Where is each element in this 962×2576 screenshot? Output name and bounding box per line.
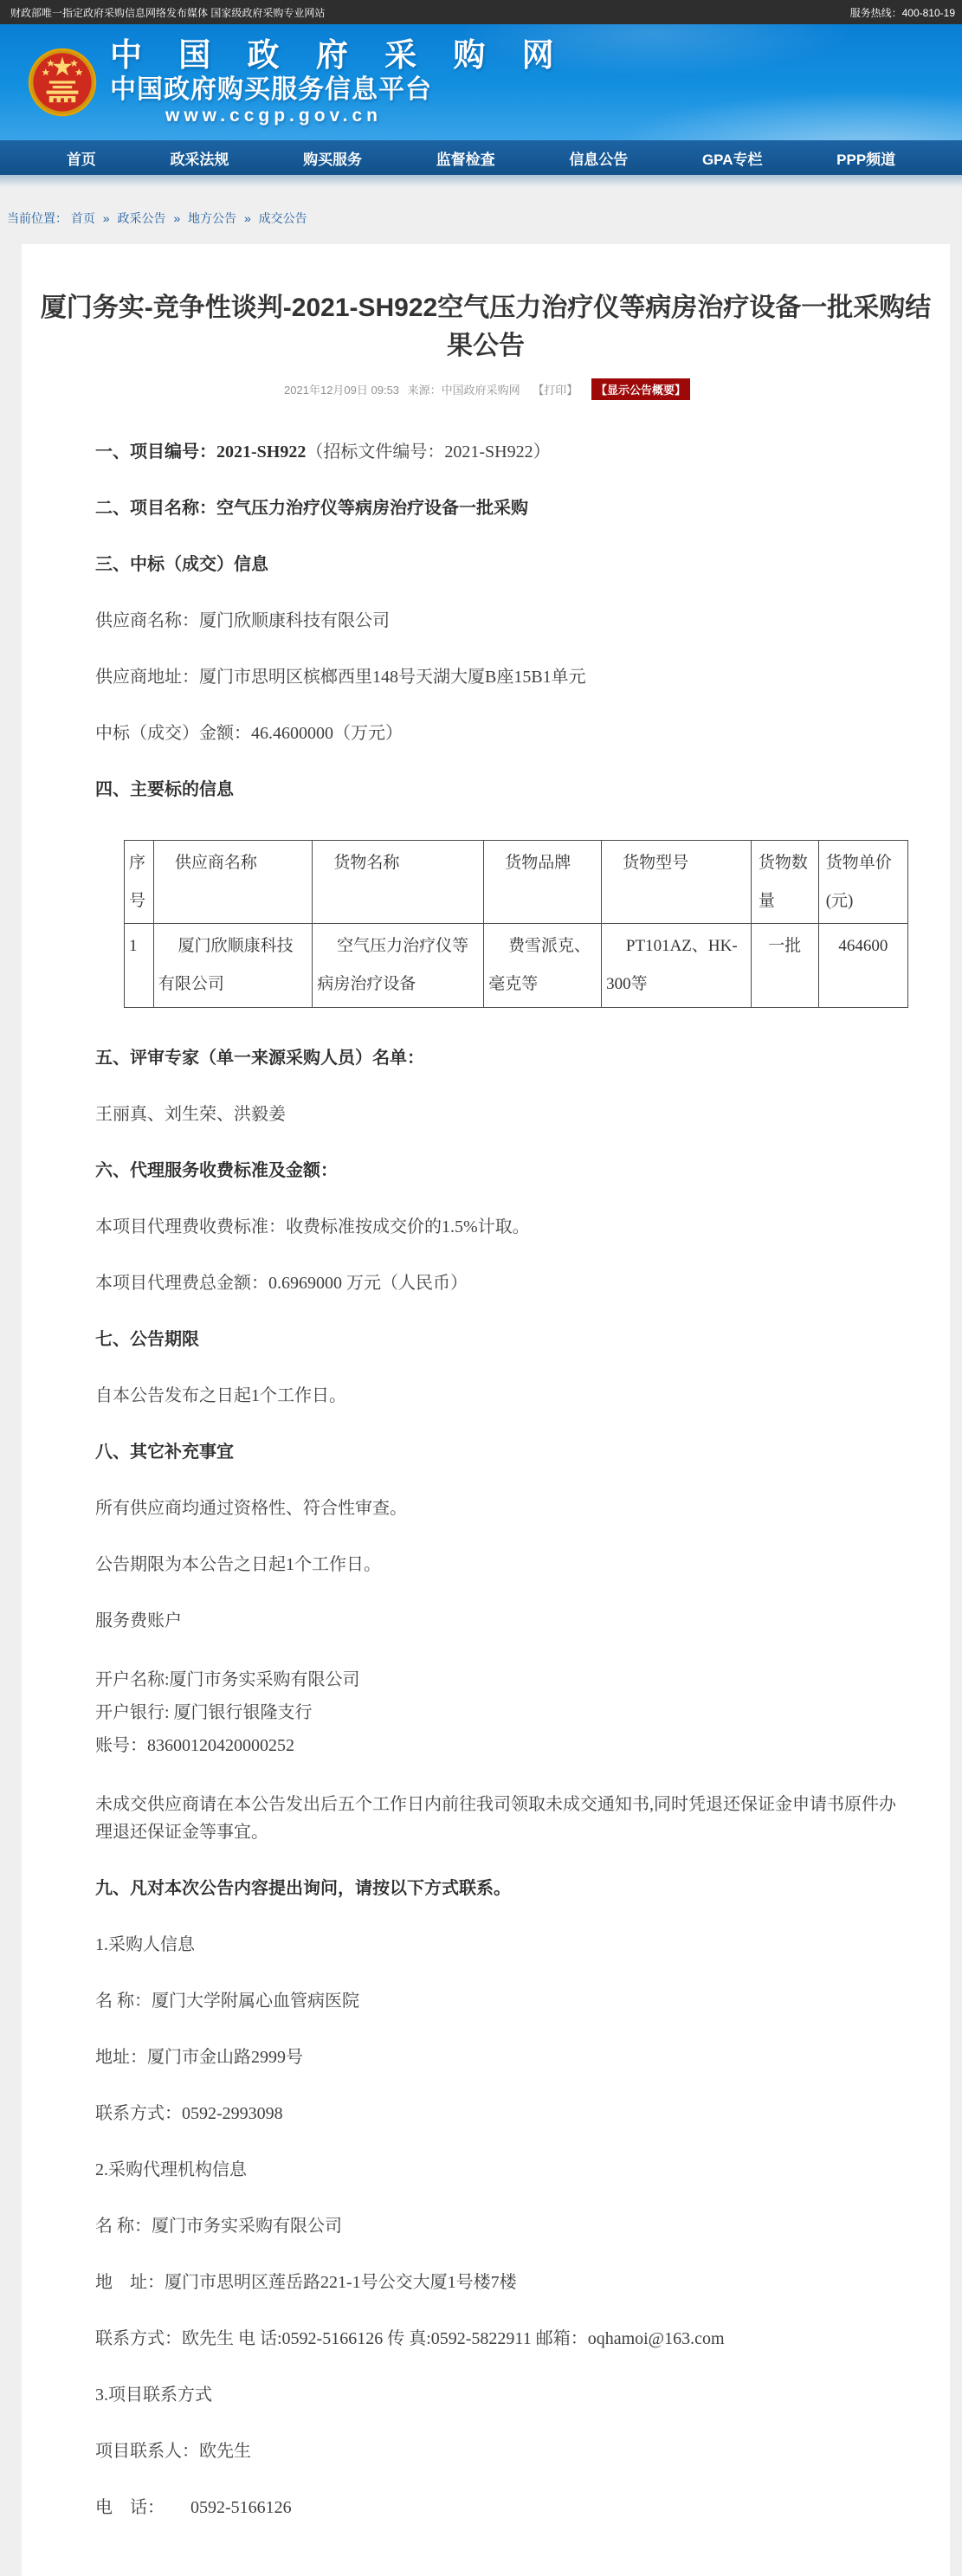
section-heading-text: 四、主要标的信息: [95, 780, 234, 799]
section-heading-text: 二、项目名称：空气压力治疗仪等病房治疗设备一批采购: [95, 499, 528, 518]
section-heading-text: 九、凡对本次公告内容提出询问，请按以下方式联系。: [95, 1878, 511, 1898]
paragraph-text: 名 称：厦门市务实采购有限公司: [95, 2216, 342, 2236]
national-emblem-icon: [28, 48, 97, 117]
article-paragraph: [95, 1101, 908, 1128]
article-paragraph: [95, 2269, 908, 2296]
page-title: 厦门务实-竞争性谈判-2021-SH922空气压力治疗仪等病房治疗设备一批采购结果公告: [40, 294, 932, 360]
article-paragraph: [95, 2212, 908, 2240]
topbar-slogan: 财政部唯一指定政府采购信息网络发布媒体 国家级政府采购专业网站: [10, 6, 326, 19]
article-paragraph: [95, 1044, 908, 1072]
paragraph-text: 3.项目联系方式: [95, 2385, 212, 2405]
paragraph-text: 联系方式：0592-2993098: [95, 2103, 283, 2123]
article-paragraph: [95, 1438, 908, 1466]
paragraph-text: 名 称：厦门大学附属心血管病医院: [95, 1991, 359, 2011]
paragraph-text: 本项目代理费总金额：0.6969000 万元（人民币）: [95, 1273, 468, 1293]
article-paragraph: [95, 2043, 908, 2071]
breadcrumb-award-notices[interactable]: 成交公告: [258, 211, 307, 225]
top-utility-bar: [0, 0, 962, 24]
article-body: [39, 438, 933, 2521]
article-paragraph: [95, 2381, 908, 2409]
article-paragraph: [95, 663, 908, 691]
article-paragraph: [95, 1213, 908, 1241]
nav-item-supervision[interactable]: 监督检查: [436, 151, 495, 168]
article-paragraph: [95, 720, 908, 747]
topbar-hotline: 服务热线：400-810-19: [849, 6, 955, 19]
cell-unit-price: 464600: [818, 924, 907, 1007]
table-header-row: [125, 841, 908, 924]
cell-item-name: 空气压力治疗仪等病房治疗设备: [313, 924, 484, 1007]
cell-brand: 费雪派克、毫克等: [484, 924, 602, 1007]
paragraph-text: 未成交供应商请在本公告发出后五个工作日内前往我司领取未成交通知书,同时凭退还保证金申请书原件办理退还保证金等事宜。: [95, 1794, 896, 1842]
section-heading-text: 五、评审专家（单一来源采购人员）名单：: [95, 1048, 424, 1068]
paragraph-text: 联系方式：欧先生 电 话:0592-5166126 传 真:0592-5822911 邮箱：oqhamoi@163.com: [95, 2328, 725, 2348]
article-paragraph: [95, 1326, 908, 1353]
article-paragraph: [95, 776, 908, 804]
col-model: 货物型号: [602, 841, 752, 924]
main-nav: [0, 140, 962, 175]
paragraph-text: 供应商名称：厦门欣顺康科技有限公司: [95, 611, 390, 630]
article-paragraph: [95, 1157, 908, 1185]
paragraph-text: 供应商地址：厦门市思明区槟榔西里148号天湖大厦B座15B1单元: [95, 668, 586, 687]
article-paragraph: [95, 438, 908, 466]
nav-item-purchase-services[interactable]: 购买服务: [303, 151, 363, 168]
col-unit-price: 货物单价(元): [818, 841, 907, 924]
cell-model: PT101AZ、HK-300等: [602, 924, 752, 1007]
awarded-items-table: [124, 840, 908, 1008]
article-paragraph: [95, 1987, 908, 2015]
cell-index: 1: [125, 924, 154, 1007]
site-url: www.ccgp.gov.cn: [165, 106, 383, 126]
article-card: [22, 244, 950, 2576]
print-button[interactable]: 【打印】: [533, 384, 578, 397]
article-paragraph: [95, 1495, 908, 1522]
bank-account-number: 账号：83600120420000252: [95, 1735, 294, 1755]
col-quantity: 货物数量: [751, 841, 818, 924]
site-header: [0, 24, 962, 140]
paragraph-text: 服务费账户: [95, 1611, 182, 1630]
show-summary-button[interactable]: 【显示公告概要】: [591, 378, 690, 400]
nav-item-ppp[interactable]: PPP频道: [836, 151, 896, 168]
section-heading-text: 一、项目编号：2021-SH922: [95, 442, 307, 462]
site-name: 中 国 政 府 采 购 网: [110, 37, 568, 73]
cell-supplier: 厦门欣顺康科技有限公司: [153, 924, 313, 1007]
paragraph-text: 所有供应商均通过资格性、符合性审查。: [95, 1498, 407, 1518]
nav-item-announcements[interactable]: 信息公告: [569, 151, 629, 168]
article-paragraph: [95, 1875, 908, 1902]
brand-text: [110, 36, 568, 127]
article-paragraph: [95, 1551, 908, 1579]
bank-account-block: [95, 1663, 908, 1762]
paragraph-text: 王丽真、刘生荣、洪毅姜: [95, 1104, 286, 1124]
nav-item-home[interactable]: 首页: [66, 151, 96, 168]
paragraph-text: 电 话： 0592-5166126: [95, 2497, 292, 2517]
nav-shadow-fade: [0, 175, 962, 187]
cell-quantity: 一批: [751, 924, 818, 1007]
col-brand: 货物品牌: [484, 841, 602, 924]
article-source: 来源：中国政府采购网: [407, 384, 520, 397]
section-heading-text: 七、公告期限: [95, 1329, 199, 1349]
section-heading-text: 六、代理服务收费标准及金额：: [95, 1160, 338, 1180]
paragraph-text: 公告期限为本公告之日起1个工作日。: [95, 1554, 381, 1574]
breadcrumb-home[interactable]: 首页: [70, 211, 95, 225]
table-row: [125, 924, 908, 1007]
nav-item-gpa[interactable]: GPA专栏: [701, 151, 763, 168]
site-logo[interactable]: [28, 36, 568, 127]
article-paragraph: [95, 494, 908, 522]
paragraph-text: 1.采购人信息: [95, 1934, 195, 1954]
article-paragraph: [95, 1931, 908, 1959]
breadcrumb-separator: »: [243, 211, 251, 225]
breadcrumb-local-notices[interactable]: 地方公告: [188, 211, 237, 225]
article-paragraph: [95, 2100, 908, 2127]
paragraph-text: 中标（成交）金额：46.4600000（万元）: [95, 724, 403, 743]
col-supplier: 供应商名称: [153, 841, 313, 924]
site-subtitle: 中国政府购买服务信息平台: [110, 74, 432, 104]
article-paragraph: [95, 551, 908, 578]
article-paragraph: [95, 607, 908, 635]
article-paragraph: [95, 2437, 908, 2465]
breadcrumb-prefix: 当前位置：: [7, 211, 68, 225]
paragraph-text: 2.采购代理机构信息: [95, 2160, 247, 2179]
publish-date: 2021年12月09日 09:53: [284, 384, 400, 397]
paragraph-text: 地址：厦门市金山路2999号: [95, 2047, 303, 2067]
nav-item-regulations[interactable]: 政采法规: [170, 151, 229, 168]
bank-account-bank: 开户银行: 厦门银行银隆支行: [95, 1702, 313, 1722]
paragraph-text: 项目联系人：欧先生: [95, 2441, 251, 2461]
col-item-name: 货物名称: [313, 841, 484, 924]
article-paragraph: [95, 2156, 908, 2184]
article-paragraph: [95, 1791, 908, 1846]
paragraph-text: 地 址：厦门市思明区莲岳路221-1号公交大厦1号楼7楼: [95, 2272, 517, 2292]
breadcrumb-separator: »: [173, 211, 181, 225]
section-heading-text: 三、中标（成交）信息: [95, 555, 268, 574]
article-paragraph: [95, 2494, 908, 2521]
breadcrumb-separator: »: [102, 211, 110, 225]
col-index: 序号: [125, 841, 154, 924]
article-paragraph: [95, 1269, 908, 1297]
breadcrumb: [7, 210, 962, 227]
paragraph-text: 本项目代理费收费标准：收费标准按成交价的1.5%计取。: [95, 1217, 530, 1236]
paragraph-text: 自本公告发布之日起1个工作日。: [95, 1385, 346, 1405]
article-paragraph: [95, 1382, 908, 1410]
article-meta: [39, 378, 933, 400]
paragraph-text: （招标文件编号：2021-SH922）: [306, 442, 551, 462]
bank-account-name: 开户名称:厦门市务实采购有限公司: [95, 1669, 360, 1689]
article-paragraph: [95, 2325, 908, 2353]
section-heading-text: 八、其它补充事宜: [95, 1442, 234, 1462]
breadcrumb-zhengcai-notices[interactable]: 政采公告: [117, 211, 166, 225]
article-paragraph: [95, 1607, 908, 1635]
